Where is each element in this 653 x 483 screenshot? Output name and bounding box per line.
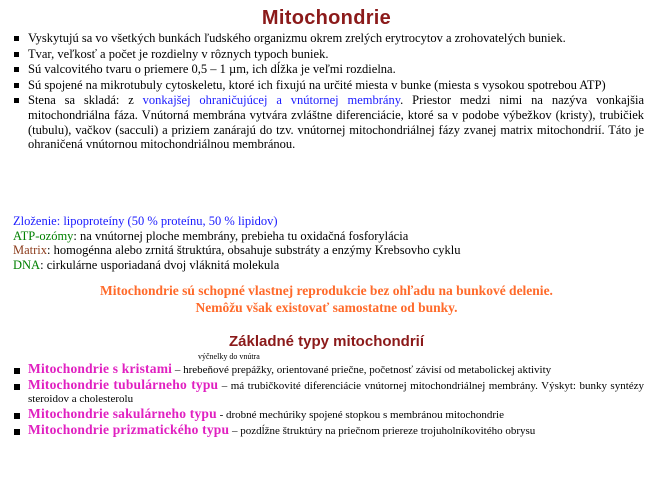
bullet-list bbox=[12, 31, 644, 153]
type-name: Mitochondrie sakulárneho typu bbox=[28, 406, 217, 421]
list-item-text: Tvar, veľkosť a počet je rozdielny v rôznych typoch buniek. bbox=[28, 46, 329, 61]
list-item-text: Vyskytujú sa vo všetkých bunkách ľudského organizmu okrem zrelých erytrocytov a zrohovatelých buniek. bbox=[28, 31, 566, 45]
square-bullet-icon bbox=[14, 384, 20, 390]
list-item bbox=[12, 93, 644, 151]
reproduction-note-line1: Mitochondrie sú schopné vlastnej reprodukcie bez ohľadu na bunkové delenie. bbox=[100, 283, 553, 298]
list-item bbox=[12, 378, 644, 406]
square-bullet-icon bbox=[14, 368, 20, 374]
membrane-highlight: vonkajšej ohraničujúcej a vnútornej membrány bbox=[142, 93, 401, 108]
list-item bbox=[12, 423, 644, 438]
square-bullet-icon bbox=[14, 52, 19, 57]
types-annotation: výčnelky do vnútra bbox=[198, 352, 260, 361]
types-heading: Základné typy mitochondrií bbox=[228, 333, 425, 350]
square-bullet-icon bbox=[14, 429, 20, 435]
list-item-text: Sú spojené na mikrotubuly cytoskeletu, ktoré ich fixujú na určité miesta v bunke (miesta s vysokou spotrebou ATP) bbox=[28, 77, 606, 92]
type-name: Mitochondrie prizmatického typu bbox=[28, 422, 230, 437]
atp-label: ATP-ozómy bbox=[13, 228, 74, 243]
definitions-block bbox=[13, 214, 645, 273]
square-bullet-icon bbox=[14, 67, 19, 72]
list-item-text-post: . Priestor medzi nimi na nazýva vonkajšia mitochondriálna fáza. Vnútorná membrána vytvára zvláštne diferenciácie, ktoré sa v podobe výbežkov (kristy), trubičiek (tubulu), vačkov (sacculi) a priziem zanárajú do tzv. vnútornej mitochondriálnej fázy zvanej matrix mitochondrií. Táto je ohraničená vnútornou mitochondriálnou membránou. bbox=[28, 93, 644, 152]
square-bullet-icon bbox=[14, 413, 20, 419]
list-item-text-pre: Stena sa skladá: z bbox=[28, 93, 143, 108]
page-title: Mitochondrie bbox=[261, 7, 392, 29]
type-separator: - bbox=[216, 409, 226, 421]
square-bullet-icon bbox=[14, 36, 19, 41]
atp-text: : na vnútornej ploche membrány, prebieha tu oxidačná fosforylácia bbox=[73, 228, 409, 243]
type-name: Mitochondrie tubulárneho typu bbox=[28, 377, 219, 392]
type-description: hrebeňové prepážky, orientované priečne, početnosť závisí od metabolickej aktivity bbox=[183, 364, 552, 376]
square-bullet-icon bbox=[14, 98, 19, 103]
type-separator: – bbox=[229, 425, 241, 437]
type-description: pozdĺžne štruktúry na priečnom priereze trojuholníkovitého obrysu bbox=[240, 425, 536, 437]
dna-label: DNA bbox=[13, 258, 41, 273]
types-list bbox=[12, 362, 644, 439]
composition-line: Zloženie: lipoproteíny (50 % proteínu, 50 % lipidov) bbox=[13, 214, 278, 228]
type-separator: – bbox=[218, 380, 231, 392]
list-item-text: Sú valcovitého tvaru o priemere 0,5 – 1 µm, ich dĺžka je veľmi rozdielna. bbox=[28, 62, 396, 77]
list-item bbox=[12, 62, 644, 77]
dna-text: : cirkulárne usporiadaná dvoj vláknitá molekula bbox=[40, 258, 280, 273]
list-item bbox=[12, 407, 644, 422]
type-separator: – bbox=[172, 364, 184, 376]
reproduction-note bbox=[0, 283, 653, 316]
type-description: drobné mechúriky spojené stopkou s membránou mitochondrie bbox=[226, 409, 504, 421]
dna-line bbox=[13, 258, 645, 273]
type-description: má trubičkovité diferenciácie vnútornej mitochondriálnej membrány. Výskyt: bunky syntézy steroidov a cholesterolu bbox=[28, 380, 645, 405]
matrix-label: Matrix bbox=[13, 243, 48, 258]
atp-line bbox=[13, 229, 645, 244]
matrix-line bbox=[13, 243, 645, 258]
list-item bbox=[12, 362, 644, 377]
list-item bbox=[12, 47, 644, 62]
list-item bbox=[12, 78, 644, 93]
matrix-text: : homogénna alebo zrnitá štruktúra, obsahuje substráty a enzýmy Krebsovho cyklu bbox=[47, 243, 461, 258]
list-item bbox=[12, 31, 644, 46]
reproduction-note-line2: Nemôžu však existovať samostatne od bunky. bbox=[195, 299, 458, 315]
type-name: Mitochondrie s kristami bbox=[28, 361, 173, 376]
square-bullet-icon bbox=[14, 83, 19, 88]
